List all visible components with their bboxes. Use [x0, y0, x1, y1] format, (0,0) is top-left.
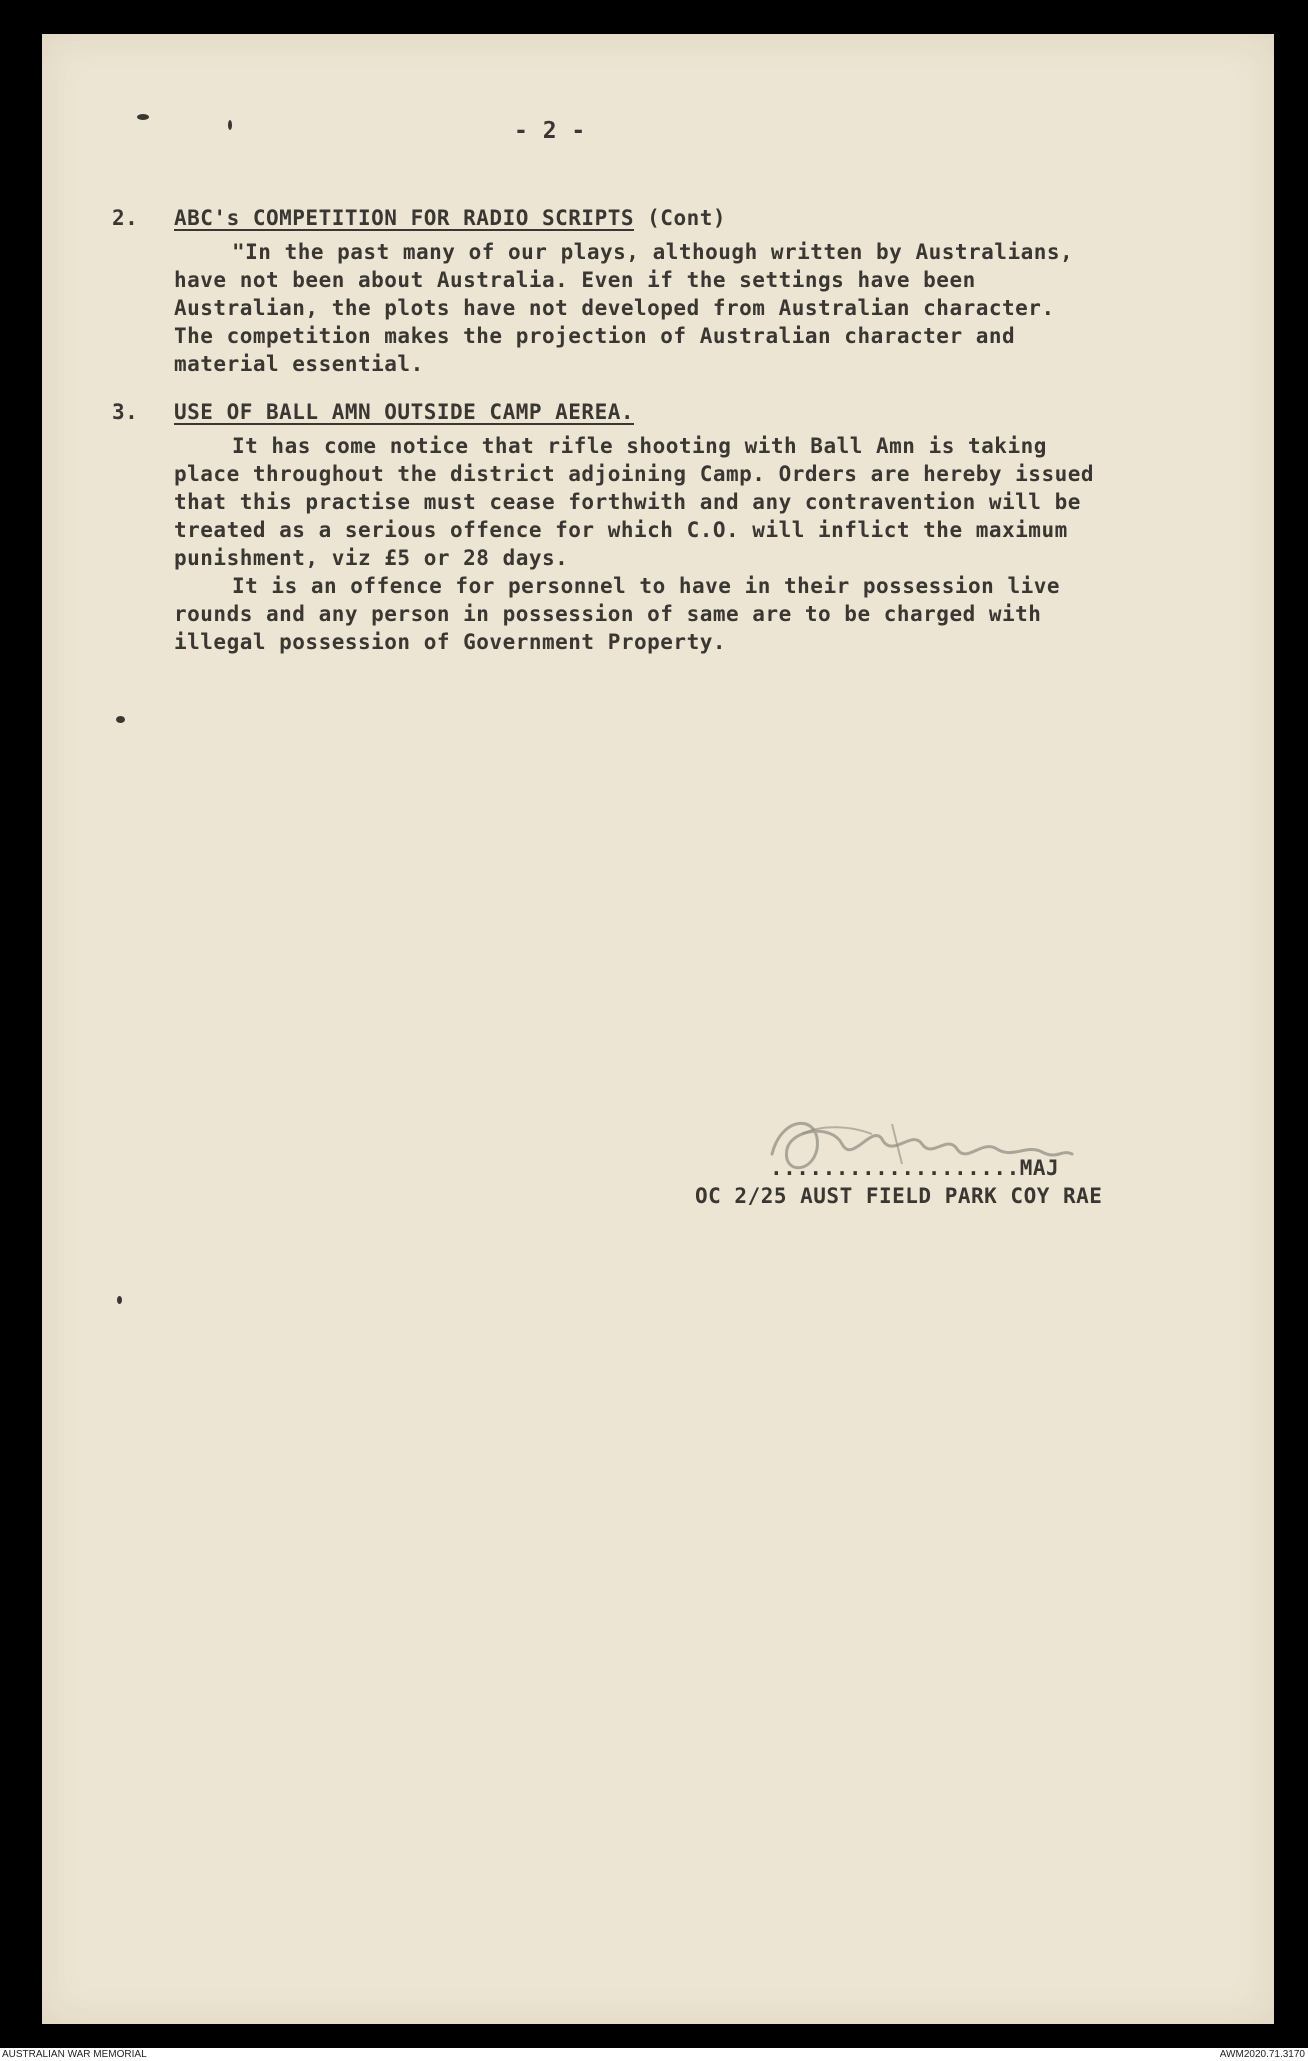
paper-mark [228, 120, 232, 130]
paper-mark [137, 114, 149, 120]
section-2-heading-suffix: (Cont) [634, 206, 727, 230]
section-3-line: punishment, viz £5 or 28 days. [174, 546, 569, 570]
footer-credit: AUSTRALIAN WAR MEMORIAL [2, 2049, 147, 2060]
section-3-line: place throughout the district adjoining Camp. Orders are hereby issued [174, 462, 1095, 486]
section-3-line: illegal possession of Government Property. [174, 630, 727, 654]
section-3-line: treated as a serious offence for which C.O. will inflict the maximum [174, 518, 1068, 542]
document-page [42, 34, 1274, 2024]
section-3-line: rounds and any person in possession of same are to be charged with [174, 602, 1042, 626]
footer-accession-id: AWM2020.71.3170 [1219, 2049, 1305, 2060]
section-3-heading: USE OF BALL AMN OUTSIDE CAMP AEREA. [174, 400, 635, 424]
page-number: - 2 - [514, 118, 586, 144]
section-3-line: that this practise must cease forthwith and any contravention will be [174, 490, 1081, 514]
section-2-heading: ABC's COMPETITION FOR RADIO SCRIPTS [174, 206, 635, 230]
section-2-heading-row [174, 206, 726, 230]
section-3-heading-row [174, 400, 634, 424]
section-3-line: It is an offence for personnel to have in their possession live [232, 574, 1061, 598]
signature-dotted-line: ...................MAJ [770, 1156, 1060, 1180]
paper-mark [117, 1296, 122, 1304]
section-2-line: "In the past many of our plays, although written by Australians, [232, 240, 1074, 264]
footer-bar [0, 2048, 1308, 2061]
section-2-line: have not been about Australia. Even if the settings have been [174, 268, 976, 292]
section-3-line: It has come notice that rifle shooting with Ball Amn is taking [232, 434, 1047, 458]
section-2-line: material essential. [174, 352, 424, 376]
section-2-line: The competition makes the projection of Australian character and [174, 324, 1016, 348]
signature-title: OC 2/25 AUST FIELD PARK COY RAE [695, 1184, 1103, 1208]
paper-mark [116, 716, 125, 723]
section-2-number: 2. [112, 206, 139, 230]
section-3-number: 3. [112, 400, 139, 424]
section-2-line: Australian, the plots have not developed from Australian character. [174, 296, 1055, 320]
